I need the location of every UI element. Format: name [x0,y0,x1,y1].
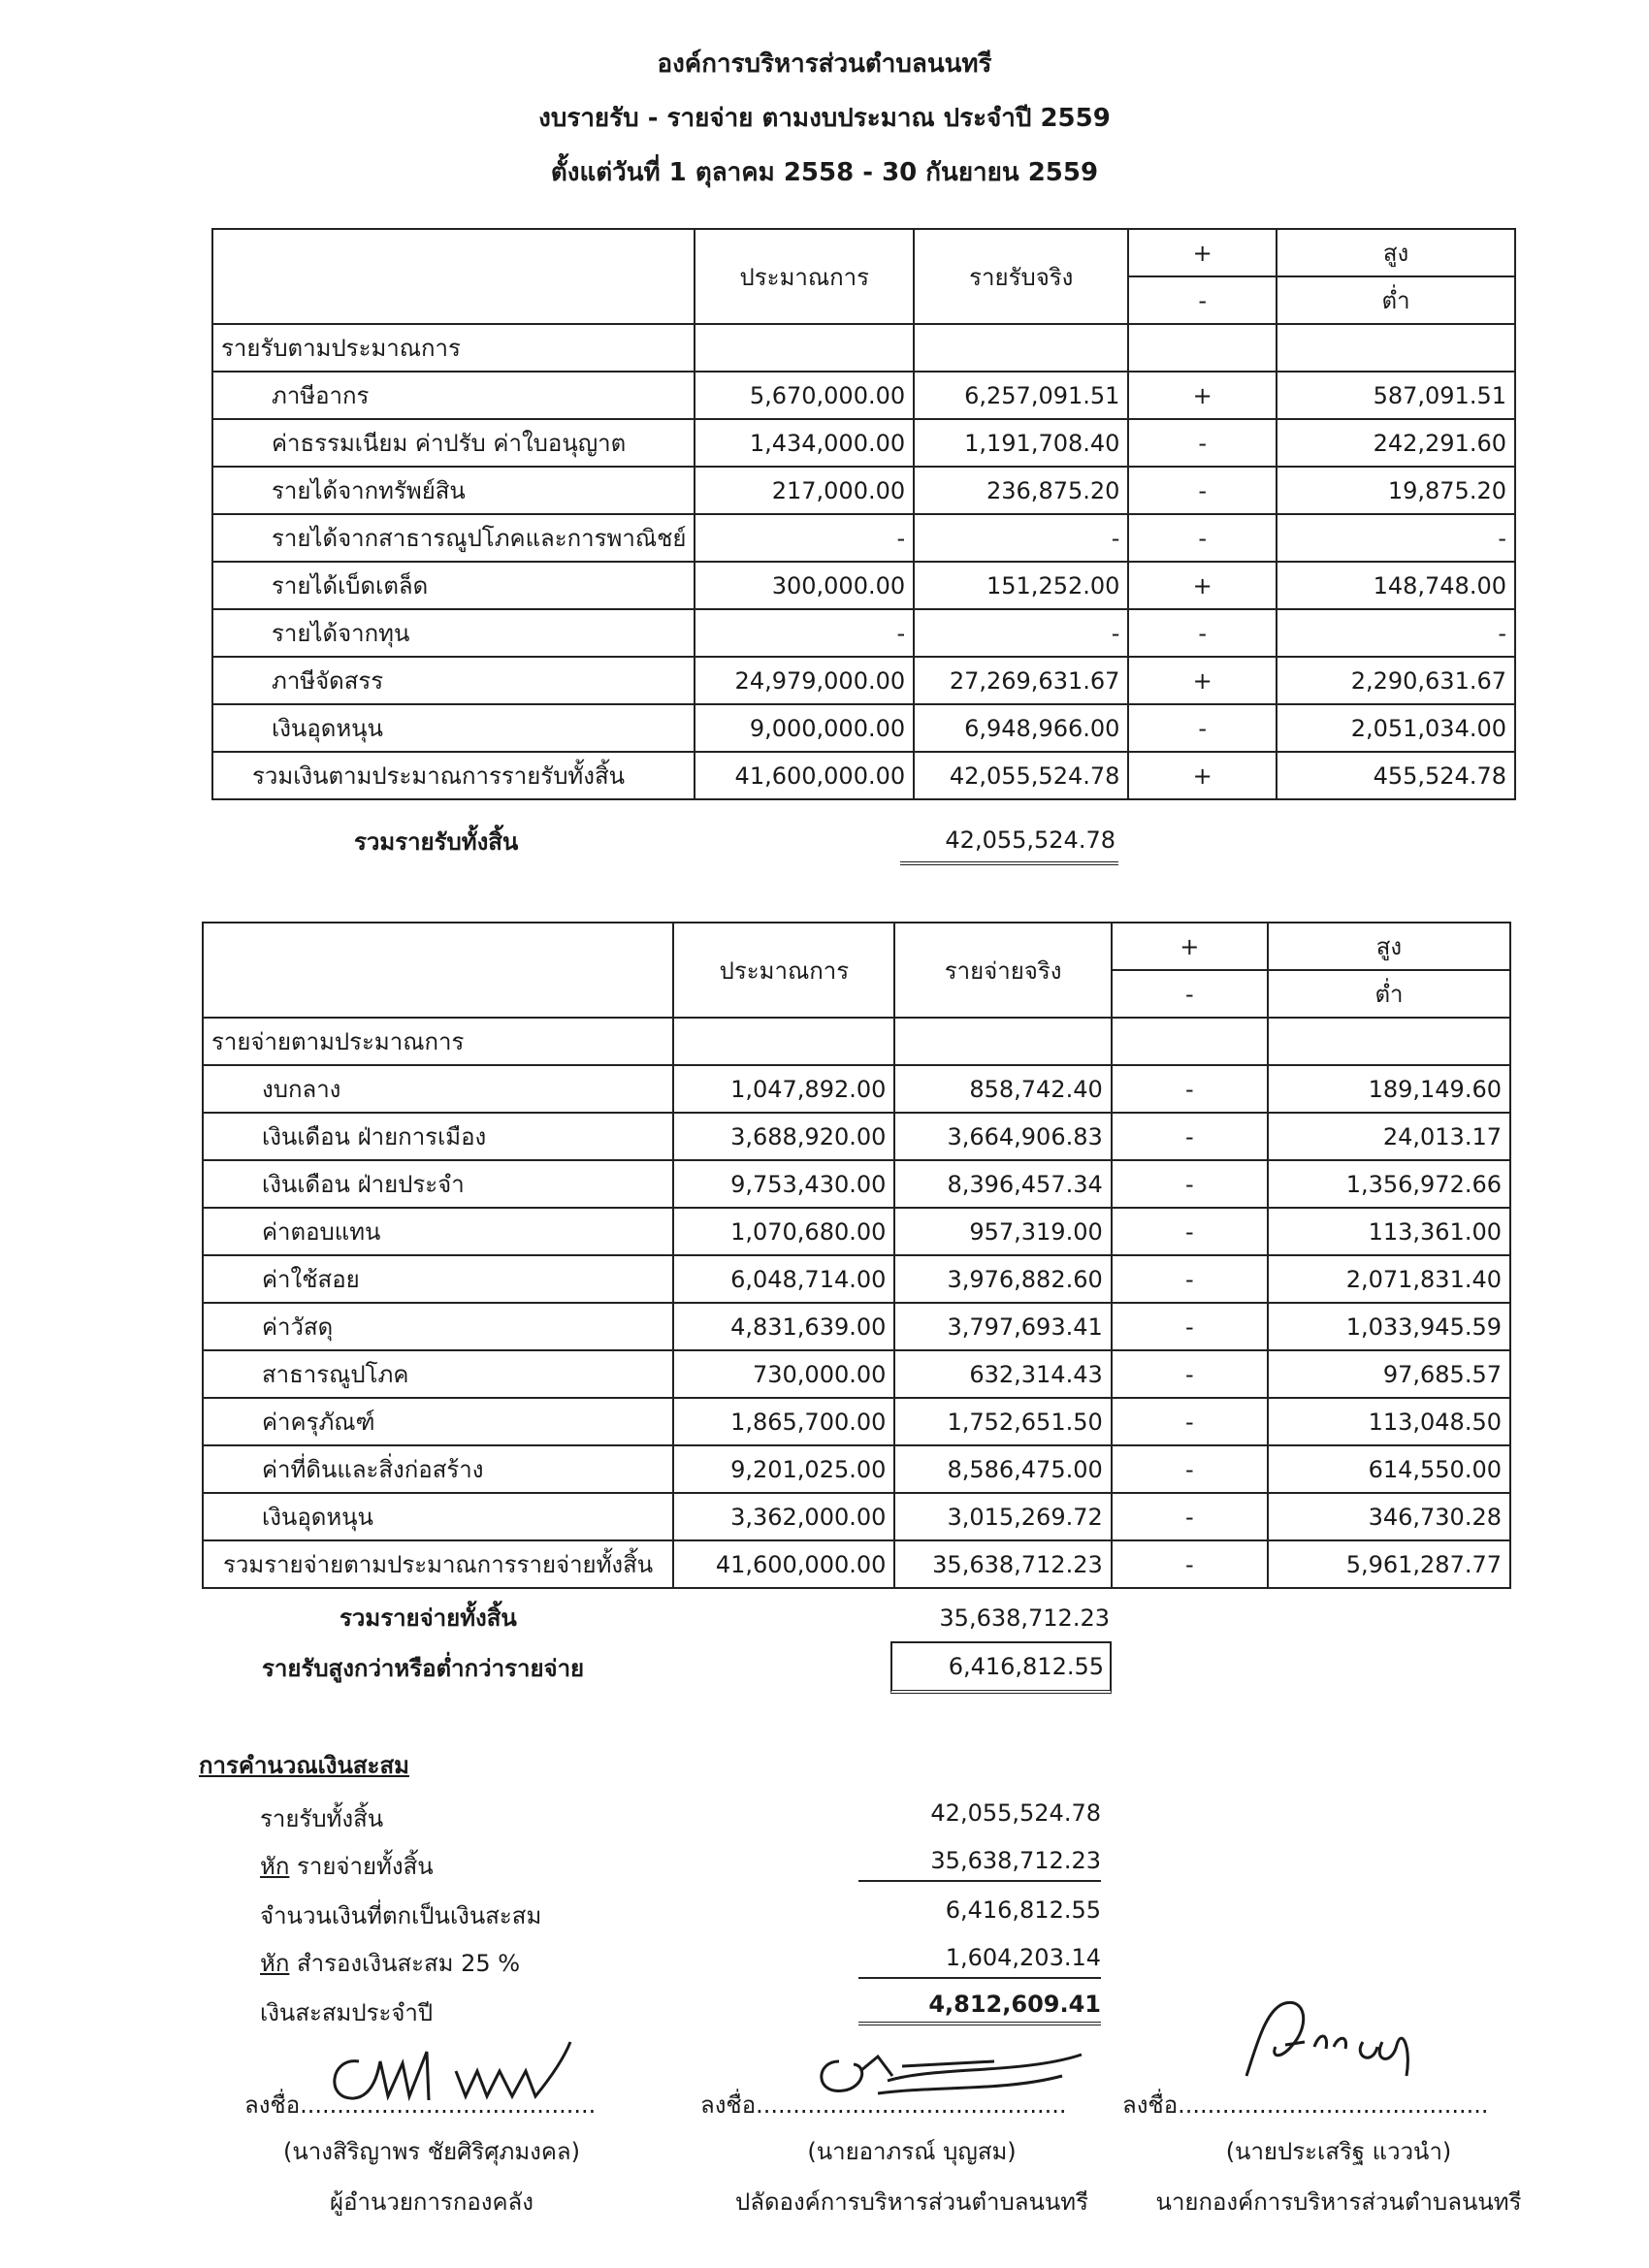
expense-row [203,1445,1510,1493]
expense-row-sign: - [1112,1208,1268,1255]
calc-reserve-line [260,1944,520,1982]
calc-expense-line [260,1847,434,1885]
expense-row-name: เงินเดือน ฝ่ายการเมือง [203,1113,673,1160]
revenue-col-budget: ประมาณการ [695,229,914,324]
expense-row-sign: - [1112,1303,1268,1350]
expense-col-plus: + [1112,923,1268,970]
expense-grand-label: รวมรายจ่ายทั้งสิ้น [340,1604,517,1632]
signer-1-position: ผู้อำนวยการกองคลัง [330,2188,534,2216]
calc-less-word-2: หัก [260,1950,290,1977]
signature-line-3: ลงชื่อ.......................................... [1122,2091,1489,2119]
revenue-row-actual: - [914,514,1128,562]
revenue-col-minus: - [1128,276,1277,324]
expense-row-name: ค่าวัสดุ [203,1303,673,1350]
expense-row-sign: - [1112,1065,1268,1113]
revenue-col-actual: รายรับจริง [914,229,1128,324]
revenue-row-actual: 6,257,091.51 [914,372,1128,419]
revenue-row-diff: - [1277,609,1515,657]
revenue-row [212,657,1515,704]
calc-accum-label: จำนวนเงินที่ตกเป็นเงินสะสม [260,1902,542,1929]
expense-row-actual: 8,396,457.34 [894,1160,1111,1208]
calc-income-value: 42,055,524.78 [930,1799,1101,1827]
revenue-row-name: รายได้เบ็ดเตล็ด [212,562,695,609]
report-title: งบรายรับ - รายจ่าย ตามงบประมาณ ประจำปี 2559 [538,104,1111,133]
revenue-row-budget: 1,434,000.00 [695,419,914,467]
revenue-col-high: สูง [1277,229,1515,276]
revenue-row [212,372,1515,419]
expense-col-minus: - [1112,970,1268,1018]
revenue-row-budget: 9,000,000.00 [695,704,914,752]
revenue-row-sign: + [1128,657,1277,704]
expense-row [203,1113,1510,1160]
signature-line-2: ลงชื่อ.......................................... [700,2091,1067,2119]
expense-row [203,1160,1510,1208]
revenue-row-budget: 300,000.00 [695,562,914,609]
signature-scribble-3 [1217,1989,1431,2095]
expense-row [203,1255,1510,1303]
signer-2-position: ปลัดองค์การบริหารส่วนตำบลนนทรี [735,2188,1088,2216]
expense-row-actual: 858,742.40 [894,1065,1111,1113]
surplus-label: รายรับสูงกว่าหรือต่ำกว่ารายจ่าย [262,1655,585,1682]
expense-row-name: สาธารณูปโภค [203,1350,673,1398]
expense-row-name: ค่าที่ดินและสิ่งก่อสร้าง [203,1445,673,1493]
revenue-grand-label: รวมรายรับทั้งสิ้น [354,828,519,856]
revenue-row-diff: 242,291.60 [1277,419,1515,467]
revenue-total-budget: 41,600,000.00 [695,752,914,799]
expense-col-low: ต่ำ [1268,970,1510,1018]
expense-row-name: ค่าตอบแทน [203,1208,673,1255]
expense-row [203,1303,1510,1350]
revenue-row-diff: 148,748.00 [1277,562,1515,609]
expense-row-actual: 8,586,475.00 [894,1445,1111,1493]
revenue-grand-value: 42,055,524.78 [900,819,1118,865]
expense-row-sign: - [1112,1160,1268,1208]
org-name: องค์การบริหารส่วนตำบลนนทรี [657,49,992,79]
expense-row-actual: 1,752,651.50 [894,1398,1111,1445]
expense-row-actual: 3,664,906.83 [894,1113,1111,1160]
expense-total-budget: 41,600,000.00 [673,1540,894,1588]
revenue-row-budget: - [695,609,914,657]
revenue-row-actual: 236,875.20 [914,467,1128,514]
revenue-row-sign: + [1128,372,1277,419]
signature-line-1: ลงชื่อ........................................ [244,2091,597,2119]
revenue-row-name: ภาษีจัดสรร [212,657,695,704]
revenue-row-diff: - [1277,514,1515,562]
calc-less-word-1: หัก [260,1853,290,1880]
expense-row [203,1208,1510,1255]
revenue-row-name: ค่าธรรมเนียม ค่าปรับ ค่าใบอนุญาต [212,419,695,467]
revenue-col-plus: + [1128,229,1277,276]
revenue-header-blank [212,229,695,324]
revenue-row-budget: - [695,514,914,562]
revenue-row-name: รายได้จากทุน [212,609,695,657]
revenue-total-label: รวมเงินตามประมาณการรายรับทั้งสิ้น [212,752,695,799]
revenue-row-diff: 587,091.51 [1277,372,1515,419]
signer-3-name: (นายประเสริฐ แววนำ) [1225,2138,1452,2165]
expense-row [203,1493,1510,1540]
expense-col-high: สูง [1268,923,1510,970]
expense-row-sign: - [1112,1113,1268,1160]
expense-row-diff: 189,149.60 [1268,1065,1510,1113]
calc-annual-value: 4,812,609.41 [858,1991,1101,2025]
expense-row-diff: 1,033,945.59 [1268,1303,1510,1350]
revenue-row-actual: 151,252.00 [914,562,1128,609]
revenue-total-row [212,752,1515,799]
revenue-table [211,228,1516,800]
expense-row-name: งบกลาง [203,1065,673,1113]
expense-row-budget: 9,753,430.00 [673,1160,894,1208]
revenue-section-title: รายรับตามประมาณการ [212,324,695,372]
expense-row-actual: 632,314.43 [894,1350,1111,1398]
expense-row-budget: 730,000.00 [673,1350,894,1398]
report-period: ตั้งแต่วันที่ 1 ตุลาคม 2558 - 30 กันยายน 2559 [550,158,1099,187]
expense-row-budget: 3,688,920.00 [673,1113,894,1160]
revenue-row-name: รายได้จากสาธารณูปโภคและการพาณิชย์ [212,514,695,562]
expense-section-title: รายจ่ายตามประมาณการ [203,1018,673,1065]
expense-total-sign: - [1112,1540,1268,1588]
expense-row-diff: 113,361.00 [1268,1208,1510,1255]
expense-row-budget: 3,362,000.00 [673,1493,894,1540]
revenue-col-low: ต่ำ [1277,276,1515,324]
expense-row [203,1065,1510,1113]
expense-row-actual: 3,015,269.72 [894,1493,1111,1540]
expense-total-row [203,1540,1510,1588]
calc-annual-label: เงินสะสมประจำปี [260,1999,434,2026]
expense-row-budget: 4,831,639.00 [673,1303,894,1350]
revenue-row [212,704,1515,752]
calc-expense-label: รายจ่ายทั้งสิ้น [297,1853,434,1880]
revenue-row-actual: 27,269,631.67 [914,657,1128,704]
surplus-value: 6,416,812.55 [890,1641,1112,1694]
expense-row-diff: 346,730.28 [1268,1493,1510,1540]
revenue-row-sign: - [1128,419,1277,467]
revenue-row-name: เงินอุดหนุน [212,704,695,752]
expense-grand-value: 35,638,712.23 [939,1604,1110,1632]
calc-income-label: รายรับทั้งสิ้น [260,1805,384,1832]
expense-row-actual: 3,976,882.60 [894,1255,1111,1303]
signature-scribble-2 [810,2037,1179,2105]
expense-row [203,1350,1510,1398]
revenue-row-sign: + [1128,562,1277,609]
expense-row-sign: - [1112,1350,1268,1398]
expense-header-blank [203,923,673,1018]
expense-row-diff: 2,071,831.40 [1268,1255,1510,1303]
revenue-row-diff: 2,290,631.67 [1277,657,1515,704]
signer-1-name: (นางสิริญาพร ชัยศิริศุภมงคล) [283,2138,580,2165]
revenue-total-actual: 42,055,524.78 [914,752,1128,799]
expense-row-diff: 24,013.17 [1268,1113,1510,1160]
revenue-row-sign: - [1128,704,1277,752]
expense-row-actual: 3,797,693.41 [894,1303,1111,1350]
expense-row-actual: 957,319.00 [894,1208,1111,1255]
revenue-total-sign: + [1128,752,1277,799]
expense-row [203,1398,1510,1445]
expense-row-diff: 1,356,972.66 [1268,1160,1510,1208]
expense-col-budget: ประมาณการ [673,923,894,1018]
revenue-row-actual: 1,191,708.40 [914,419,1128,467]
revenue-total-diff: 455,524.78 [1277,752,1515,799]
signer-2-name: (นายอาภรณ์ บุญสม) [807,2138,1017,2165]
expense-row-name: ค่าใช้สอย [203,1255,673,1303]
revenue-row-actual: - [914,609,1128,657]
expense-row-name: เงินเดือน ฝ่ายประจำ [203,1160,673,1208]
expense-row-budget: 1,070,680.00 [673,1208,894,1255]
revenue-row-diff: 19,875.20 [1277,467,1515,514]
expense-row-sign: - [1112,1255,1268,1303]
expense-row-name: ค่าครุภัณฑ์ [203,1398,673,1445]
expense-row-diff: 614,550.00 [1268,1445,1510,1493]
revenue-row-actual: 6,948,966.00 [914,704,1128,752]
revenue-row-budget: 24,979,000.00 [695,657,914,704]
revenue-row-sign: - [1128,514,1277,562]
revenue-row [212,514,1515,562]
calc-expense-value: 35,638,712.23 [858,1847,1101,1882]
expense-col-actual: รายจ่ายจริง [894,923,1111,1018]
calc-accum-value: 6,416,812.55 [945,1896,1101,1924]
revenue-row [212,609,1515,657]
expense-row-diff: 113,048.50 [1268,1398,1510,1445]
revenue-row-diff: 2,051,034.00 [1277,704,1515,752]
revenue-row [212,562,1515,609]
revenue-row-budget: 217,000.00 [695,467,914,514]
expense-row-budget: 6,048,714.00 [673,1255,894,1303]
revenue-row [212,467,1515,514]
calc-reserve-label: สำรองเงินสะสม 25 % [297,1950,521,1977]
expense-table [202,922,1511,1589]
signature-scribble-1 [320,2032,582,2110]
calc-reserve-value: 1,604,203.14 [858,1944,1101,1979]
expense-total-label: รวมรายจ่ายตามประมาณการรายจ่ายทั้งสิ้น [203,1540,673,1588]
expense-row-budget: 9,201,025.00 [673,1445,894,1493]
expense-row-name: เงินอุดหนุน [203,1493,673,1540]
calc-title: การคำนวณเงินสะสม [199,1752,409,1779]
signer-3-position: นายกองค์การบริหารส่วนตำบลนนทรี [1155,2188,1522,2216]
revenue-row-budget: 5,670,000.00 [695,372,914,419]
expense-row-budget: 1,865,700.00 [673,1398,894,1445]
expense-row-sign: - [1112,1398,1268,1445]
expense-row-sign: - [1112,1445,1268,1493]
revenue-row-name: ภาษีอากร [212,372,695,419]
expense-total-diff: 5,961,287.77 [1268,1540,1510,1588]
revenue-row-sign: - [1128,467,1277,514]
revenue-row-name: รายได้จากทรัพย์สิน [212,467,695,514]
expense-total-actual: 35,638,712.23 [894,1540,1111,1588]
revenue-row-sign: - [1128,609,1277,657]
expense-row-sign: - [1112,1493,1268,1540]
expense-row-diff: 97,685.57 [1268,1350,1510,1398]
expense-row-budget: 1,047,892.00 [673,1065,894,1113]
revenue-row [212,419,1515,467]
